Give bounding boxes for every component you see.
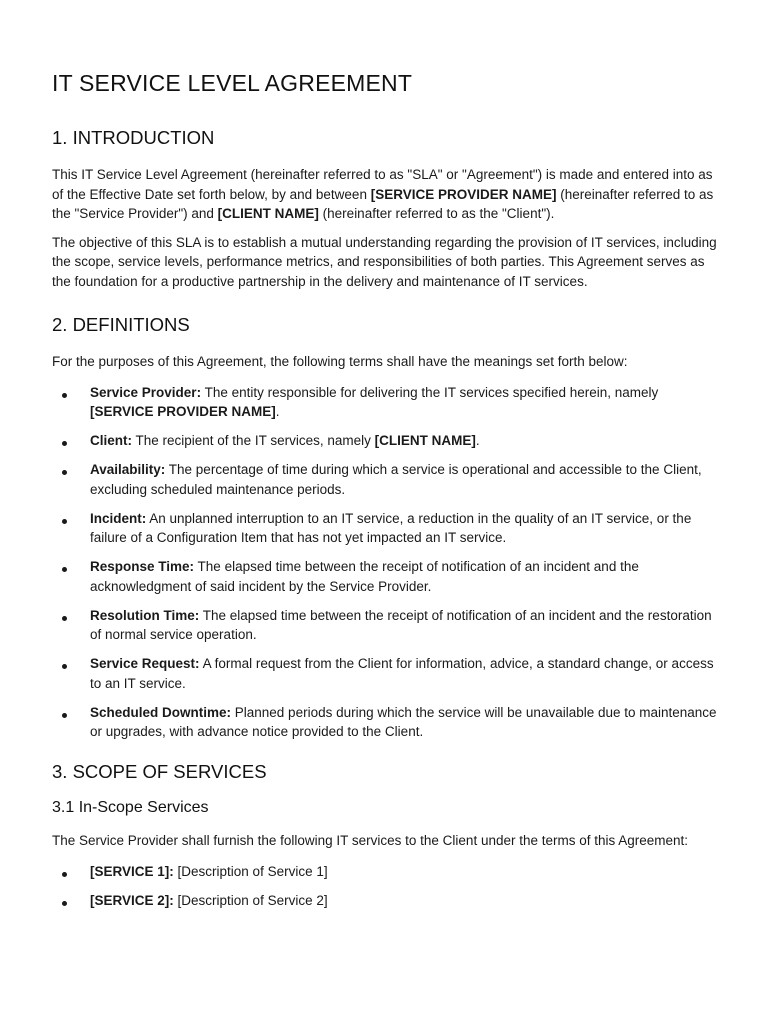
definition-text: The elapsed time between the receipt of notification of an incident and the acknowledgment of said incident by the Service Provider. <box>90 559 639 594</box>
definition-term: Incident: <box>90 510 147 526</box>
definition-end: . <box>475 433 480 448</box>
definition-text: A formal request from the Client for information, advice, a standard change, or access to an IT service. <box>90 656 714 691</box>
services-list <box>52 862 720 911</box>
definition-term: Client: <box>90 433 132 448</box>
service-text: [Description of Service 2] <box>173 892 328 908</box>
definition-placeholder: [SERVICE PROVIDER NAME] <box>90 404 276 419</box>
definition-text: Planned periods during which the service will be unavailable due to maintenance or upgrades, with advance notice provided to the Client. <box>90 704 717 739</box>
service-term: [SERVICE 1]: <box>90 863 174 879</box>
service-item <box>52 891 720 911</box>
section-scope <box>52 761 720 910</box>
definition-text: The recipient of the IT services, namely <box>132 433 375 448</box>
definition-term: Response Time: <box>90 559 195 574</box>
definition-item <box>52 654 720 693</box>
section-definitions <box>52 314 720 742</box>
definition-item <box>52 509 720 548</box>
intro-client-placeholder: [CLIENT NAME] <box>217 206 319 221</box>
definition-item <box>52 383 720 422</box>
intro-paragraph-2: The objective of this SLA is to establish a mutual understanding regarding the provision of IT services, including the scope, service levels, performance metrics, and responsibilities of both parties. This Agreement serves as the foundation for a productive partnership in the delivery and maintenance of IT services. <box>52 234 717 289</box>
intro-text-1: This IT Service Level Agreement (hereinafter referred to as "SLA" or "Agreement") is made and entered into as of the Effective Date set forth below, by and between <box>52 167 713 202</box>
definition-item <box>52 557 720 596</box>
service-term: [SERVICE 2]: <box>90 892 174 908</box>
intro-paragraph-1 <box>52 165 720 224</box>
definition-item <box>52 606 720 645</box>
definitions-intro: For the purposes of this Agreement, the following terms shall have the meanings set forth below: <box>52 354 628 369</box>
definition-text: The elapsed time between the receipt of notification of an incident and the restoration of normal service operation. <box>90 607 712 642</box>
definition-term: Resolution Time: <box>90 607 200 623</box>
definition-end: . <box>275 404 280 419</box>
definition-term: Service Request: <box>90 656 200 671</box>
definition-item <box>52 431 720 451</box>
definitions-list <box>52 383 720 742</box>
definition-text: The entity responsible for delivering the IT services specified herein, namely <box>201 384 659 400</box>
section-heading-introduction: 1. INTRODUCTION <box>52 127 215 148</box>
document-title: IT SERVICE LEVEL AGREEMENT <box>52 70 413 96</box>
intro-text-2: (hereinafter referred to as the "Service Provider") and <box>52 186 714 221</box>
definition-item <box>52 460 720 499</box>
intro-text-3: (hereinafter referred to as the "Client"). <box>318 206 555 221</box>
definition-term: Service Provider: <box>90 384 202 400</box>
section-heading-definitions: 2. DEFINITIONS <box>52 314 190 335</box>
intro-provider-placeholder: [SERVICE PROVIDER NAME] <box>370 186 557 202</box>
definition-item <box>52 703 720 742</box>
scope-intro: The Service Provider shall furnish the following IT services to the Client under the terms of this Agreement: <box>52 833 689 848</box>
definition-placeholder: [CLIENT NAME] <box>374 433 476 448</box>
definition-text: The percentage of time during which a service is operational and accessible to the Client, excluding scheduled maintenance periods. <box>90 462 702 497</box>
definition-text: An unplanned interruption to an IT service, a reduction in the quality of an IT service, or the failure of a Configuration Item that has not yet impacted an IT service. <box>90 510 692 545</box>
definition-term: Scheduled Downtime: <box>90 704 232 720</box>
service-text: [Description of Service 1] <box>173 863 328 879</box>
service-item <box>52 862 720 882</box>
section-introduction <box>52 127 720 291</box>
subsection-heading-in-scope: 3.1 In-Scope Services <box>52 799 209 816</box>
definition-term: Availability: <box>90 462 166 477</box>
section-heading-scope: 3. SCOPE OF SERVICES <box>52 761 267 782</box>
